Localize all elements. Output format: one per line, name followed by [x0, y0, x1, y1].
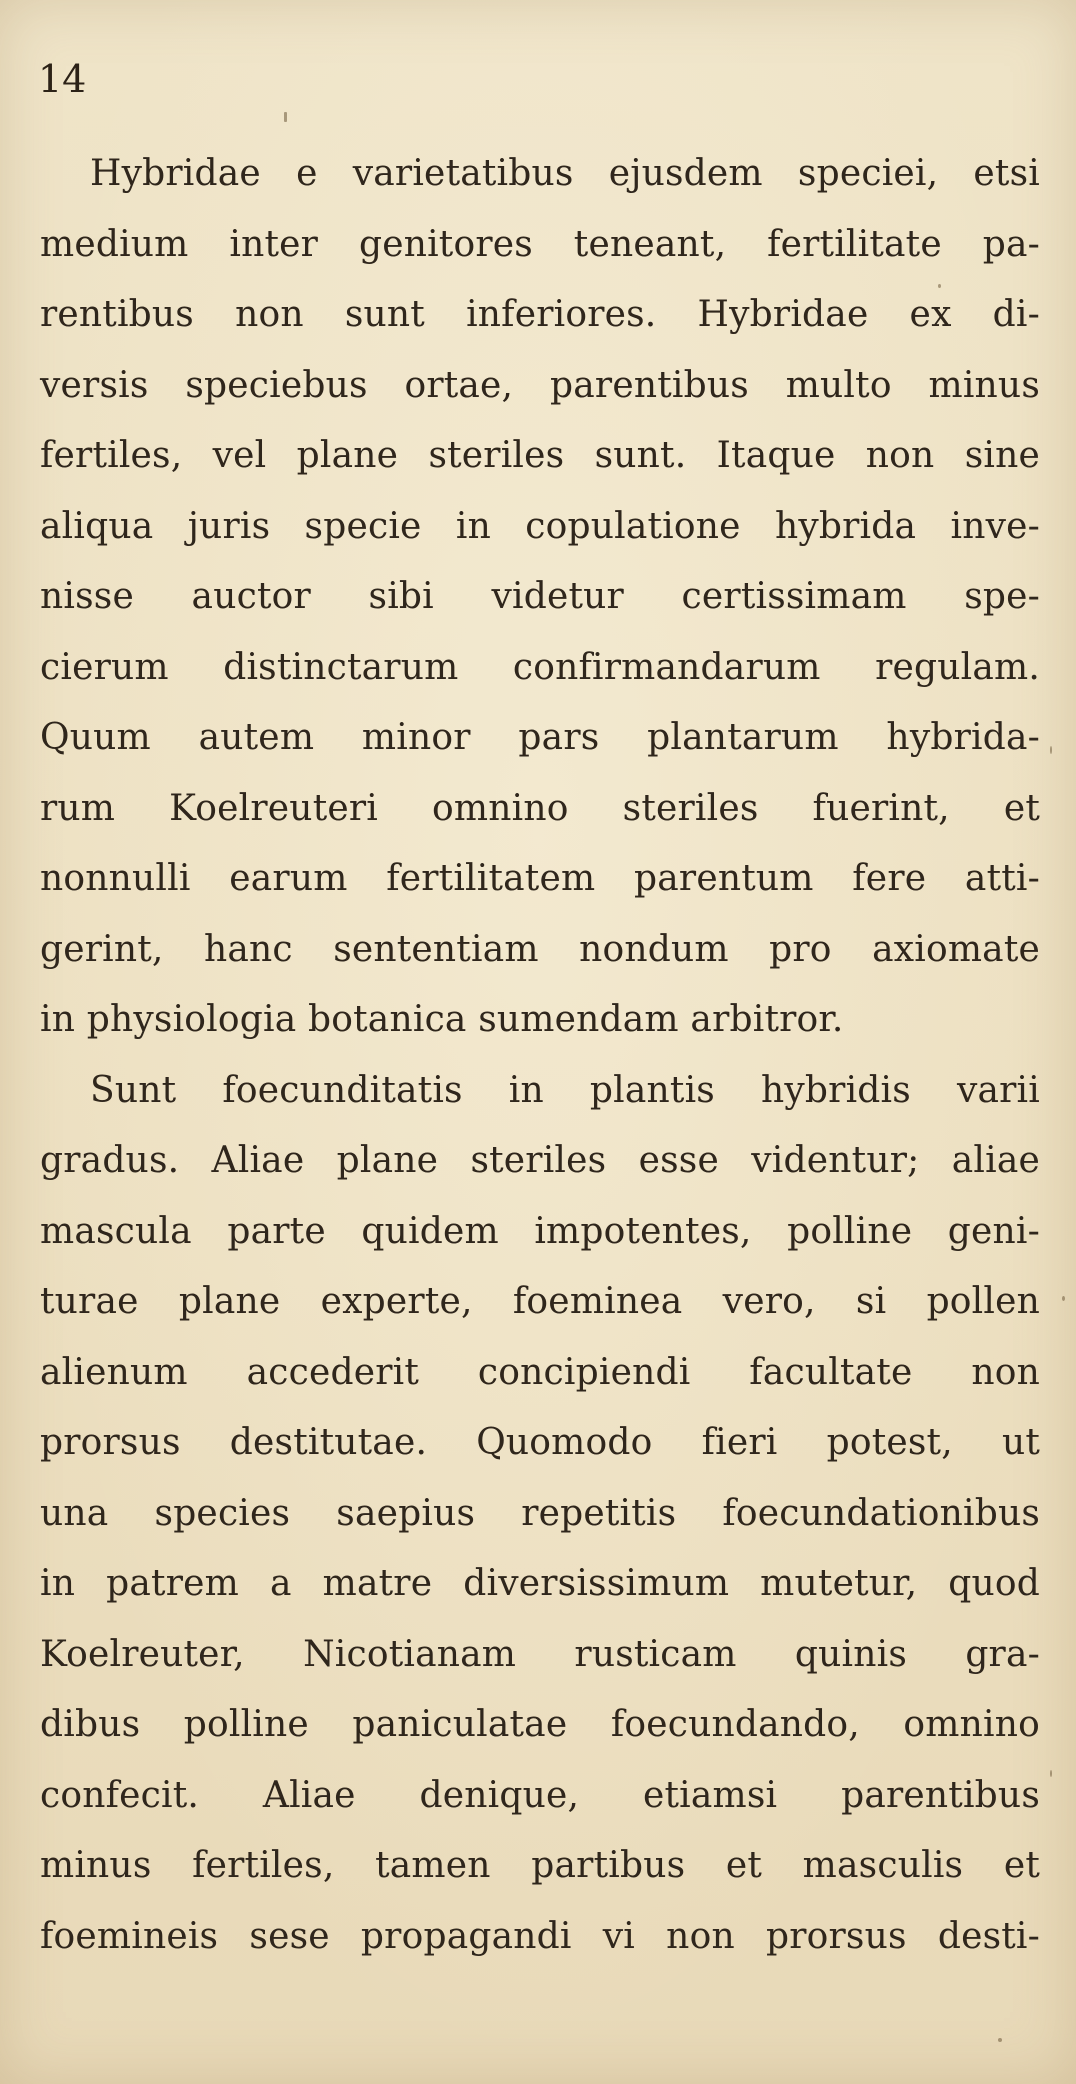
text-line: una species saepius repetitis foecundationibus	[40, 1492, 1040, 1534]
text-line: in patrem a matre diversissimum mutetur, quod	[40, 1563, 1040, 1604]
paper-speck	[1062, 1296, 1065, 1301]
paper-speck	[284, 112, 287, 122]
text-line: Hybridae e varietatibus ejusdem speciei, etsi	[90, 153, 1040, 194]
text-line: turae plane experte, foeminea vero, si pollen	[40, 1281, 1040, 1322]
text-line: Koelreuter, Nicotianam rusticam quinis gra-	[40, 1633, 1040, 1675]
text-line: aliqua juris specie in copulatione hybrida inve-	[40, 505, 1040, 547]
text-line: gerint, hanc sententiam nondum pro axiomate	[40, 928, 1040, 970]
text-line: Sunt foecunditatis in plantis hybridis varii	[90, 1069, 1040, 1111]
paper-speck	[998, 2038, 1002, 2042]
text-line: in physiologia botanica sumendam arbitror.	[40, 999, 844, 1040]
text-line: cierum distinctarum confirmandarum regulam.	[40, 646, 1040, 688]
body-text	[40, 139, 1040, 1972]
paper-speck	[1050, 746, 1052, 754]
text-line: nonnulli earum fertilitatem parentum fere atti-	[40, 858, 1040, 899]
paper-speck	[1050, 1770, 1052, 1777]
page-number: 14	[38, 57, 87, 101]
text-line: Quum autem minor pars plantarum hybrida-	[40, 717, 1040, 758]
text-line: minus fertiles, tamen partibus et masculis et	[40, 1845, 1040, 1886]
text-line: prorsus destitutae. Quomodo fieri potest, ut	[40, 1422, 1040, 1463]
text-line: fertiles, vel plane steriles sunt. Itaque non sine	[40, 435, 1040, 476]
text-line: versis speciebus ortae, parentibus multo minus	[40, 364, 1040, 406]
text-line: dibus polline paniculatae foecundando, omnino	[40, 1704, 1040, 1745]
text-line: gradus. Aliae plane steriles esse videntur; aliae	[40, 1140, 1040, 1181]
text-line: rum Koelreuteri omnino steriles fuerint, et	[40, 787, 1040, 829]
text-line: confecit. Aliae denique, etiamsi parentibus	[40, 1774, 1040, 1816]
text-line: rentibus non sunt inferiores. Hybridae ex di-	[40, 294, 1040, 335]
text-line: nisse auctor sibi videtur certissimam spe-	[40, 576, 1040, 617]
text-line: medium inter genitores teneant, fertilitate pa-	[40, 223, 1040, 265]
text-line: mascula parte quidem impotentes, polline geni-	[40, 1210, 1040, 1252]
text-line: alienum accederit concipiendi facultate non	[40, 1351, 1040, 1393]
text-line: foemineis sese propagandi vi non prorsus desti-	[40, 1915, 1040, 1957]
